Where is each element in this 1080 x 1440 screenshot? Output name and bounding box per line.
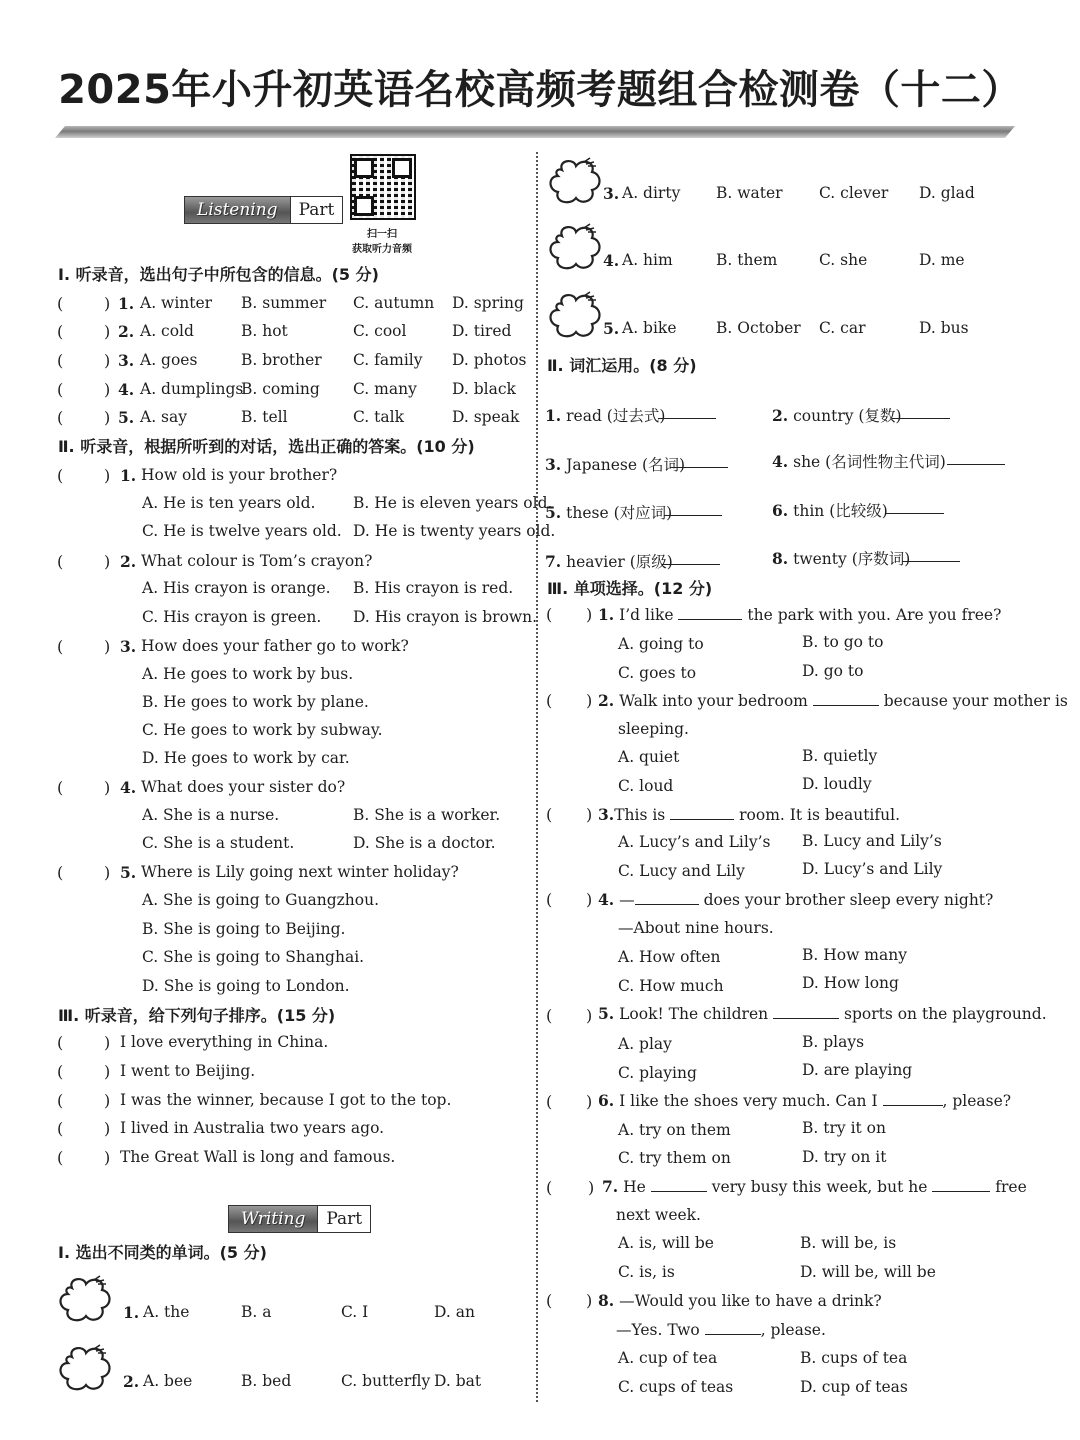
option-b: B. She is a worker. xyxy=(353,806,501,824)
question-text xyxy=(598,1004,1047,1023)
item-number: 4. xyxy=(120,778,137,797)
question-pre: Look! The children xyxy=(619,1005,769,1023)
answer-paren-open: ( xyxy=(57,322,64,341)
item-number: 3. xyxy=(118,351,135,370)
answer-paren-open: ( xyxy=(57,294,64,313)
vocab-item xyxy=(772,499,888,521)
listening-part-badge xyxy=(184,196,343,224)
option-c: C. clever xyxy=(819,184,889,202)
answer-paren-close: ) xyxy=(104,778,111,797)
question-text xyxy=(598,691,1068,710)
option-c: C. goes to xyxy=(618,664,697,682)
flower-icon xyxy=(544,156,604,208)
option-d: D. How long xyxy=(802,974,899,992)
answer-paren-open: ( xyxy=(546,1291,553,1310)
answer-blank[interactable] xyxy=(886,499,944,514)
vocab-item xyxy=(545,550,673,572)
option-c: C. autumn xyxy=(353,294,435,312)
answer-blank[interactable] xyxy=(932,1177,990,1192)
option-b: B. plays xyxy=(802,1033,865,1051)
item-number: 5. xyxy=(603,319,620,338)
option-a: A. the xyxy=(143,1303,190,1321)
answer-paren-close: ) xyxy=(104,1062,111,1081)
option-c: C. cups of teas xyxy=(618,1378,734,1396)
page-title: 2025年小升初英语名校高频考题组合检测卷（十二） xyxy=(58,67,1022,113)
option-a: A. bee xyxy=(143,1372,193,1390)
answer-paren-open: ( xyxy=(546,691,553,710)
option-d: D. bat xyxy=(434,1372,482,1390)
answer-paren-close: ) xyxy=(588,1178,595,1197)
option-b: B. He goes to work by plane. xyxy=(142,693,369,711)
answer-paren-close: ) xyxy=(104,552,111,571)
answer-paren-open: ( xyxy=(57,466,64,485)
question-text xyxy=(598,805,900,824)
option-b: B. summer xyxy=(241,294,327,312)
item-number: 2. xyxy=(123,1372,140,1391)
answer-paren-open: ( xyxy=(57,1033,64,1052)
answer-paren-open: ( xyxy=(546,1178,553,1197)
option-b: B. to go to xyxy=(802,633,884,651)
vocab-text: these (对应词) xyxy=(566,504,673,522)
vocab-text: twenty (序数词) xyxy=(793,550,911,568)
option-d: D. He goes to work by car. xyxy=(142,749,350,767)
option-c: C. Lucy and Lily xyxy=(618,862,745,880)
option-d: D. loudly xyxy=(802,775,872,793)
option-d: D. He is twenty years old. xyxy=(353,522,556,540)
sentence-item: The Great Wall is long and famous. xyxy=(120,1148,396,1166)
flower-icon xyxy=(544,290,604,342)
answer-paren-close: ) xyxy=(104,1119,111,1138)
answer-paren-open: ( xyxy=(57,1119,64,1138)
option-d: D. glad xyxy=(919,184,975,202)
option-d: D. are playing xyxy=(802,1061,913,1079)
question-text xyxy=(598,605,1001,624)
answer-paren-close: ) xyxy=(586,1006,593,1025)
answer-paren-open: ( xyxy=(57,552,64,571)
section-heading: Ⅰ. 选出不同类的单词。(5 分) xyxy=(58,1243,267,1262)
option-b: B. cups of tea xyxy=(800,1349,908,1367)
option-a: A. She is going to Guangzhou. xyxy=(142,891,380,909)
answer-blank[interactable] xyxy=(651,1177,707,1192)
item-number: 1. xyxy=(545,406,562,425)
option-b: B. hot xyxy=(241,322,288,340)
item-number: 5. xyxy=(545,503,562,522)
option-a: A. cold xyxy=(140,322,194,340)
question-text xyxy=(598,1091,1011,1110)
item-number: 6. xyxy=(772,501,789,520)
sentence-item: I went to Beijing. xyxy=(120,1062,256,1080)
answer-paren-close: ) xyxy=(586,691,593,710)
item-number: 5. xyxy=(120,863,137,882)
option-c: C. He goes to work by subway. xyxy=(142,721,383,739)
answer-paren-open: ( xyxy=(546,605,553,624)
option-a: A. say xyxy=(140,408,187,426)
option-d: D. will be, will be xyxy=(800,1263,936,1281)
option-b: B. them xyxy=(716,251,778,269)
answer-paren-open: ( xyxy=(546,890,553,909)
item-number: 4. xyxy=(772,452,789,471)
answer-paren-open: ( xyxy=(546,805,553,824)
answer-paren-close: ) xyxy=(104,380,111,399)
answer-blank[interactable] xyxy=(670,805,734,820)
option-a: A. bike xyxy=(622,319,677,337)
option-a: A. him xyxy=(622,251,673,269)
option-c: C. How much xyxy=(618,977,724,995)
answer-paren-close: ) xyxy=(104,863,111,882)
option-c: C. His crayon is green. xyxy=(142,608,322,626)
answer-blank[interactable] xyxy=(892,404,950,419)
option-d: D. His crayon is brown. xyxy=(353,608,538,626)
vocab-text: heavier (原级) xyxy=(566,553,673,571)
option-c: C. loud xyxy=(618,777,674,795)
title-underline-bar xyxy=(55,126,1015,138)
answer-paren-open: ( xyxy=(57,351,64,370)
question-post: does your brother sleep every night? xyxy=(703,891,994,909)
question-text: How does your father go to work? xyxy=(141,637,409,655)
option-d: D. photos xyxy=(452,351,527,369)
option-d: D. an xyxy=(434,1303,475,1321)
question-mid: very busy this week, but he xyxy=(711,1178,928,1196)
question-text xyxy=(598,890,993,909)
option-c: C. She is going to Shanghai. xyxy=(142,948,365,966)
option-b: B. She is going to Beijing. xyxy=(142,920,346,938)
answer-paren-open: ( xyxy=(57,778,64,797)
answer-paren-open: ( xyxy=(57,408,64,427)
question-post: , please? xyxy=(942,1092,1012,1110)
option-d: D. black xyxy=(452,380,516,398)
answer-blank[interactable] xyxy=(883,1091,943,1106)
option-b: B. will be, is xyxy=(800,1234,897,1252)
item-number: 2. xyxy=(120,552,137,571)
item-number: 3. xyxy=(545,455,562,474)
option-d: D. bus xyxy=(919,319,969,337)
item-number: 8. xyxy=(772,549,789,568)
answer-paren-open: ( xyxy=(57,380,64,399)
option-c: C. She is a student. xyxy=(142,834,295,852)
option-c: C. try them on xyxy=(618,1149,731,1167)
answer-paren-close: ) xyxy=(104,351,111,370)
vocab-text: country (复数) xyxy=(793,407,902,425)
question-line2-pre: —Yes. Two xyxy=(616,1321,700,1339)
option-c: C. is, is xyxy=(618,1263,675,1281)
vocab-text: read (过去式) xyxy=(566,407,666,425)
answer-paren-close: ) xyxy=(586,890,593,909)
option-a: A. Lucy’s and Lily’s xyxy=(618,833,771,851)
question-pre: He xyxy=(623,1178,646,1196)
option-b: B. Lucy and Lily’s xyxy=(802,832,942,850)
question-text: How old is your brother? xyxy=(141,466,338,484)
qr-code-icon[interactable] xyxy=(350,154,416,220)
option-b: B. bed xyxy=(241,1372,292,1390)
writing-part-badge xyxy=(228,1205,371,1233)
option-d: D. speak xyxy=(452,408,520,426)
qr-caption-scan: 扫一扫 xyxy=(367,229,397,240)
answer-blank[interactable] xyxy=(658,404,716,419)
question-line2-post: , please. xyxy=(760,1321,826,1339)
answer-blank[interactable] xyxy=(635,890,699,905)
answer-paren-close: ) xyxy=(586,1291,593,1310)
vocab-text: Japanese (名词) xyxy=(566,456,686,474)
item-number: 3. xyxy=(603,184,620,203)
answer-blank[interactable] xyxy=(670,453,728,468)
option-c: C. He is twelve years old. xyxy=(142,522,342,540)
answer-paren-open: ( xyxy=(546,1006,553,1025)
question-pre: — xyxy=(619,891,635,909)
badge-label: Listening xyxy=(185,197,290,223)
question-text: Where is Lily going next winter holiday? xyxy=(141,863,459,881)
item-number: 2. xyxy=(772,406,789,425)
option-a: A. How often xyxy=(618,948,721,966)
answer-paren-close: ) xyxy=(104,294,111,313)
answer-paren-open: ( xyxy=(57,863,64,882)
item-number: 1. xyxy=(123,1303,140,1322)
item-number: 1. xyxy=(598,605,615,624)
option-a: A. play xyxy=(618,1035,672,1053)
vocab-text: she (名词性物主代词) xyxy=(793,453,946,471)
item-number: 2. xyxy=(118,322,135,341)
flower-icon xyxy=(544,222,604,274)
item-number: 5. xyxy=(598,1004,615,1023)
answer-paren-close: ) xyxy=(104,408,111,427)
answer-paren-close: ) xyxy=(104,1091,111,1110)
option-d: D. spring xyxy=(452,294,524,312)
vocab-item xyxy=(772,404,902,426)
question-post: free xyxy=(995,1178,1027,1196)
option-a: A. cup of tea xyxy=(618,1349,718,1367)
item-number: 7. xyxy=(602,1177,619,1196)
question-text xyxy=(602,1177,1027,1196)
question-pre: I’d like xyxy=(619,606,674,624)
option-a: A. He goes to work by bus. xyxy=(142,665,354,683)
option-a: A. dumplings xyxy=(140,380,244,398)
question-pre: This is xyxy=(614,806,666,824)
section-heading: Ⅲ. 单项选择。(12 分) xyxy=(547,579,713,598)
option-b: B. water xyxy=(716,184,783,202)
question-pre: —Would you like to have a drink? xyxy=(619,1292,882,1310)
answer-paren-open: ( xyxy=(57,1062,64,1081)
option-c: C. many xyxy=(353,380,417,398)
item-number: 8. xyxy=(598,1291,615,1310)
option-a: A. winter xyxy=(140,294,213,312)
question-post: sports on the playground. xyxy=(844,1005,1047,1023)
section-heading: Ⅱ. 听录音，根据所听到的对话，选出正确的答案。(10 分) xyxy=(58,437,475,456)
vocab-text: thin (比较级) xyxy=(793,502,888,520)
item-number: 1. xyxy=(118,294,135,313)
item-number: 3. xyxy=(598,805,615,824)
sentence-item: I love everything in China. xyxy=(120,1033,329,1051)
option-b: B. coming xyxy=(241,380,320,398)
answer-blank[interactable] xyxy=(664,501,722,516)
answer-blank[interactable] xyxy=(947,450,1005,465)
option-a: A. dirty xyxy=(622,184,681,202)
item-number: 1. xyxy=(120,466,137,485)
option-b: B. He is eleven years old. xyxy=(353,494,553,512)
answer-paren-close: ) xyxy=(104,1033,111,1052)
answer-paren-open: ( xyxy=(546,1092,553,1111)
answer-paren-open: ( xyxy=(57,637,64,656)
badge-part: Part xyxy=(317,1206,370,1232)
item-number: 7. xyxy=(545,552,562,571)
option-c: C. playing xyxy=(618,1064,697,1082)
option-d: D. try on it xyxy=(802,1148,887,1166)
option-a: A. He is ten years old. xyxy=(142,494,316,512)
item-number: 4. xyxy=(598,890,615,909)
option-b: B. try it on xyxy=(802,1119,886,1137)
sentence-item: I was the winner, because I got to the top. xyxy=(120,1091,452,1109)
option-a: A. is, will be xyxy=(618,1234,714,1252)
item-number: 3. xyxy=(120,637,137,656)
answer-paren-open: ( xyxy=(57,1091,64,1110)
answer-blank[interactable] xyxy=(813,691,879,706)
answer-blank[interactable] xyxy=(662,550,720,565)
option-b: B. a xyxy=(241,1303,272,1321)
question-text: What does your sister do? xyxy=(141,778,346,796)
item-number: 5. xyxy=(118,408,135,427)
section-heading: Ⅱ. 词汇运用。(8 分) xyxy=(547,356,697,375)
question-post: because your mother is xyxy=(883,692,1068,710)
question-pre: Walk into your bedroom xyxy=(619,692,808,710)
answer-paren-close: ) xyxy=(104,466,111,485)
sentence-item: I lived in Australia two years ago. xyxy=(120,1119,385,1137)
vocab-item xyxy=(545,453,685,475)
question-line2: sleeping. xyxy=(618,720,689,738)
question-line2: —About nine hours. xyxy=(618,919,774,937)
option-b: B. tell xyxy=(241,408,288,426)
option-a: A. quiet xyxy=(618,748,680,766)
answer-blank[interactable] xyxy=(678,605,742,620)
question-post: the park with you. Are you free? xyxy=(747,606,1002,624)
column-divider xyxy=(536,152,538,1402)
option-d: D. tired xyxy=(452,322,512,340)
answer-paren-close: ) xyxy=(104,322,111,341)
flower-icon xyxy=(54,1274,114,1326)
question-line2: next week. xyxy=(616,1206,701,1224)
option-d: D. She is going to London. xyxy=(142,977,350,995)
option-b: B. October xyxy=(716,319,801,337)
question-text xyxy=(598,1291,882,1310)
question-text: What colour is Tom’s crayon? xyxy=(141,552,373,570)
vocab-item xyxy=(772,450,946,472)
item-number: 4. xyxy=(603,251,620,270)
option-c: C. butterfly xyxy=(341,1372,431,1390)
section-heading: Ⅰ. 听录音，选出句子中所包含的信息。(5 分) xyxy=(58,265,379,284)
option-a: A. His crayon is orange. xyxy=(142,579,331,597)
option-c: C. cool xyxy=(353,322,407,340)
option-c: C. I xyxy=(341,1303,369,1321)
answer-blank[interactable] xyxy=(773,1004,839,1019)
option-d: D. go to xyxy=(802,662,864,680)
option-a: A. She is a nurse. xyxy=(142,806,280,824)
badge-label: Writing xyxy=(229,1206,317,1232)
option-a: A. going to xyxy=(618,635,704,653)
option-a: A. try on them xyxy=(618,1121,731,1139)
option-b: B. brother xyxy=(241,351,322,369)
option-b: B. How many xyxy=(802,946,907,964)
answer-paren-open: ( xyxy=(57,1148,64,1167)
answer-blank[interactable] xyxy=(902,547,960,562)
question-pre: I like the shoes very much. Can I xyxy=(619,1092,878,1110)
option-c: C. family xyxy=(353,351,423,369)
answer-paren-close: ) xyxy=(104,1148,111,1167)
section-heading: Ⅲ. 听录音，给下列句子排序。(15 分) xyxy=(58,1006,336,1025)
answer-paren-close: ) xyxy=(586,605,593,624)
vocab-item xyxy=(545,404,665,426)
option-c: C. talk xyxy=(353,408,404,426)
vocab-item xyxy=(545,501,672,523)
answer-paren-close: ) xyxy=(104,637,111,656)
option-d: D. cup of teas xyxy=(800,1378,908,1396)
vocab-item xyxy=(772,547,910,569)
option-b: B. quietly xyxy=(802,747,878,765)
answer-paren-close: ) xyxy=(586,805,593,824)
option-c: C. car xyxy=(819,319,866,337)
option-c: C. she xyxy=(819,251,868,269)
option-d: D. She is a doctor. xyxy=(353,834,496,852)
question-post: room. It is beautiful. xyxy=(739,806,900,824)
item-number: 6. xyxy=(598,1091,615,1110)
badge-part: Part xyxy=(290,197,343,223)
qr-caption-audio: 获取听力音频 xyxy=(352,244,412,255)
option-d: D. me xyxy=(919,251,965,269)
flower-icon xyxy=(54,1343,114,1395)
item-number: 4. xyxy=(118,380,135,399)
item-number: 2. xyxy=(598,691,615,710)
option-d: D. Lucy’s and Lily xyxy=(802,860,943,878)
option-b: B. His crayon is red. xyxy=(353,579,514,597)
question-line2 xyxy=(616,1320,826,1339)
option-a: A. goes xyxy=(140,351,198,369)
answer-blank[interactable] xyxy=(705,1320,761,1335)
answer-paren-close: ) xyxy=(586,1092,593,1111)
